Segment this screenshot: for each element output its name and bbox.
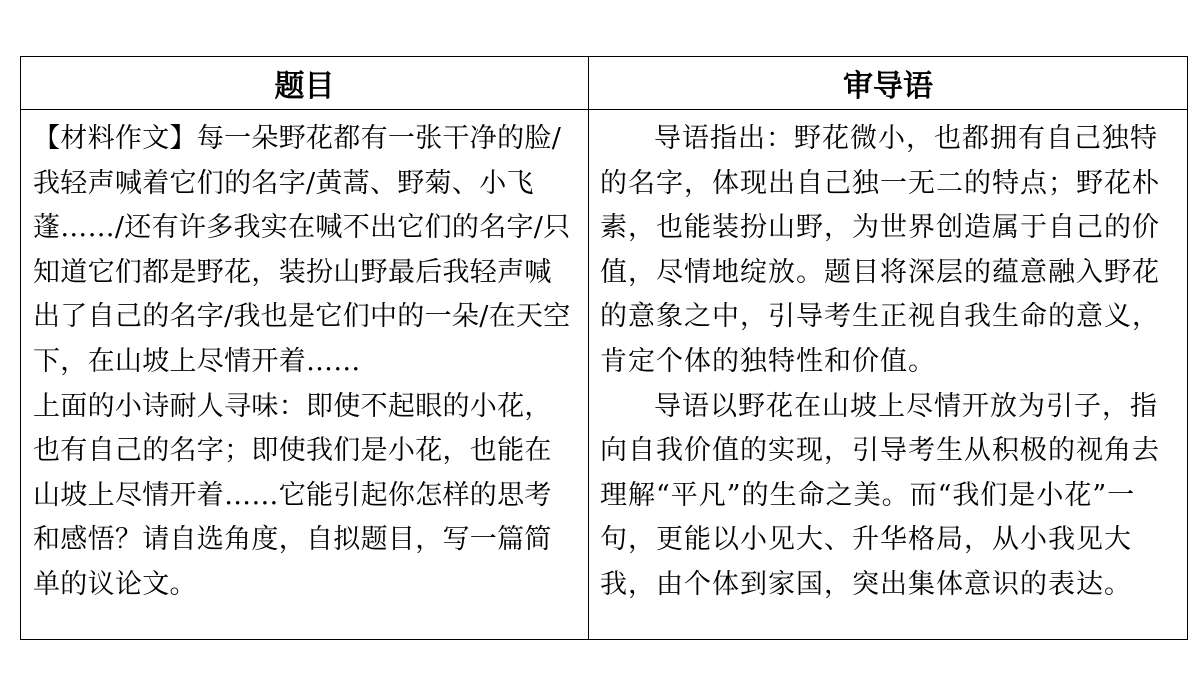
topic-prompt-paragraph: 上面的小诗耐人寻味：即使不起眼的小花，也有自己的名字；即使我们是小花，也能在山坡上尽情开着……它能引起你怎样的思考和感悟？请自选角度，自拟题目，写一篇简单的议论文。: [33, 390, 552, 600]
guide-paragraph-1: 导语指出：野花微小，也都拥有自己独特的名字，体现出自己独一无二的特点；野花朴素，也能装扮山野，为世界创造属于自己的价值，尽情地绽放。题目将深层的蕴意融入野花的意象之中，引导考生正视自我生命的意义，肯定个体的独特性和价值。: [600, 123, 1160, 377]
topic-cell: [33, 117, 575, 608]
guide-cell: [600, 117, 1180, 608]
guide-paragraph-2: 导语以野花在山坡上尽情开放为引子，指向自我价值的实现，引导考生从积极的视角去理解“平凡”的生命之美。而“我们是小花”一句，更能以小见大、升华格局，从小我见大我，由个体到家国，突出集体意识的表达。: [600, 390, 1160, 600]
topic-material-paragraph: 【材料作文】每一朵野花都有一张干净的脸/我轻声喊着它们的名字/黄蒿、野菊、小飞蓬……/还有许多我实在喊不出它们的名字/只知道它们都是野花，装扮山野最后我轻声喊出了自己的名字/我也是它们中的一朵/在天空下，在山坡上尽情开着……: [33, 123, 571, 377]
header-guide: 审导语: [843, 69, 933, 104]
header-divider: [21, 109, 1187, 110]
header-topic: 题目: [274, 69, 335, 104]
column-divider: [588, 57, 589, 639]
content-table: [20, 56, 1188, 640]
